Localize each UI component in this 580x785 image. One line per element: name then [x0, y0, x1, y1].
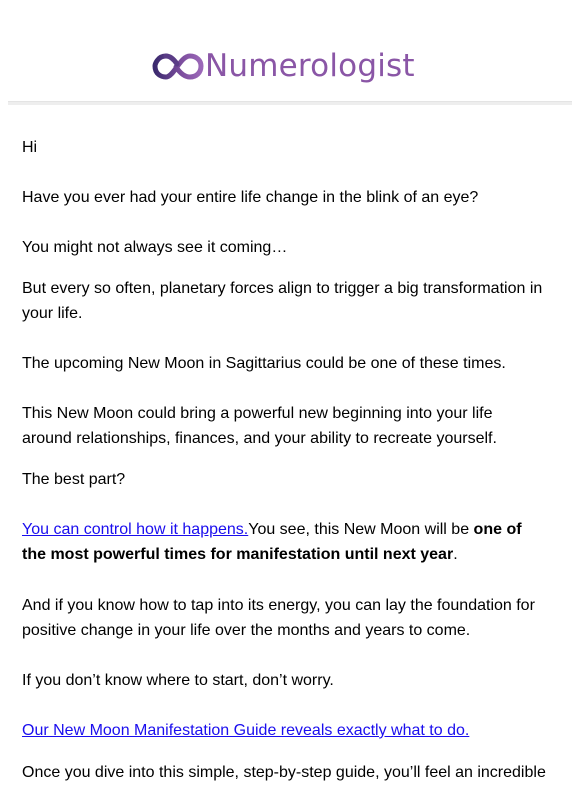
- brand-name: Numerologist: [205, 48, 415, 84]
- paragraph-6: The best part?: [22, 471, 126, 488]
- manifestation-guide-link[interactable]: Our New Moon Manifestation Guide reveals exactly what to do.: [22, 722, 470, 739]
- paragraph-8: And if you know how to tap into its energy, you can lay the foundation for positive change in your life over the months and years to come.: [22, 597, 535, 639]
- paragraph-2: You might not always see it coming…: [22, 239, 288, 256]
- paragraph-7-text-b: .: [453, 546, 458, 563]
- paragraph-5: This New Moon could bring a powerful new beginning into your life around relationships, finances, and your ability to recreate yourself.: [22, 405, 497, 447]
- paragraph-7: [22, 517, 546, 567]
- paragraph-7-bold: one of the most powerful times for manifestation until next year: [22, 521, 522, 563]
- paragraph-4: The upcoming New Moon in Sagittarius could be one of these times.: [22, 355, 506, 372]
- greeting: Hi: [22, 139, 38, 156]
- paragraph-11: Once you dive into this simple, step-by-step guide, you’ll feel an incredible: [22, 764, 546, 781]
- paragraph-3: But every so often, planetary forces align to trigger a big transformation in your life.: [22, 280, 543, 322]
- paragraph-1: Have you ever had your entire life change in the blink of an eye?: [22, 189, 479, 206]
- infinity-loop-icon: [152, 46, 204, 86]
- control-link[interactable]: You can control how it happens.: [22, 521, 249, 538]
- paragraph-10: [22, 718, 546, 743]
- email-header: [0, 0, 580, 102]
- header-divider: [8, 101, 572, 105]
- paragraph-9: If you don’t know where to start, don’t worry.: [22, 672, 334, 689]
- paragraph-7-text-a: You see, this New Moon will be: [248, 521, 474, 538]
- numerologist-logo[interactable]: [152, 46, 415, 86]
